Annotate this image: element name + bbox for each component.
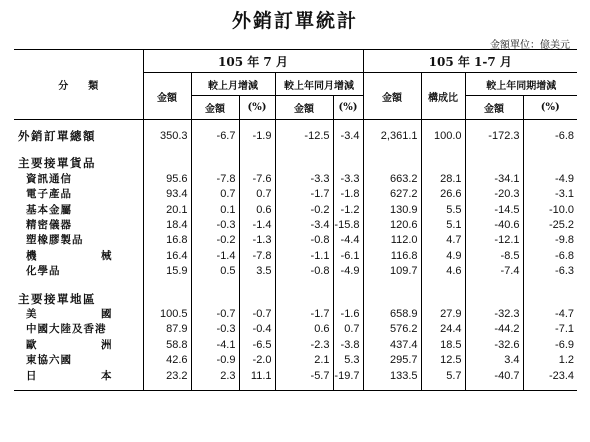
cell: 437.4 — [363, 338, 421, 353]
table-row — [14, 307, 577, 322]
cell: 0.7 — [191, 187, 239, 202]
cell: -1.6 — [333, 307, 363, 322]
cell: -1.4 — [191, 249, 239, 264]
cell: -1.4 — [239, 218, 275, 233]
cell: 20.1 — [143, 203, 191, 218]
cell: 0.7 — [333, 322, 363, 337]
table-row — [14, 218, 577, 233]
row-label: 機械 — [14, 249, 143, 264]
cell: -7.4 — [465, 264, 523, 279]
table-row — [14, 338, 577, 353]
row-label: 外銷訂單總額 — [14, 129, 143, 144]
cell: 627.2 — [363, 187, 421, 202]
cell: 112.0 — [363, 233, 421, 248]
section-heading: 主要接單地區 — [14, 292, 143, 307]
cell: -34.1 — [465, 172, 523, 187]
table-row — [14, 369, 577, 384]
cell: -40.7 — [465, 369, 523, 384]
region-rows — [14, 307, 577, 384]
header-yoy-cum-amount: 金額 — [465, 96, 523, 120]
cell: -172.3 — [465, 129, 523, 144]
header-yoy-cum: 較上年同期增減 — [465, 73, 577, 96]
cell: -9.8 — [555, 234, 575, 247]
header-mom-pct: (%) — [239, 96, 275, 120]
cell: 663.2 — [363, 172, 421, 187]
header-amount-cum: 金額 — [363, 73, 421, 120]
table-row — [14, 172, 577, 187]
cell: -44.2 — [465, 322, 523, 337]
cell: -1.7 — [275, 187, 333, 202]
cell: -0.7 — [239, 307, 275, 322]
cell: -3.1 — [555, 188, 575, 201]
cell: 3.5 — [239, 264, 275, 279]
unit-note: 金額單位：億美元 — [490, 40, 570, 51]
cell: -1.1 — [275, 249, 333, 264]
cell: -1.2 — [333, 203, 363, 218]
cell: -6.7 — [191, 129, 239, 144]
cell: -3.8 — [333, 338, 363, 353]
section-heading-goods — [14, 156, 577, 171]
cell: 23.2 — [143, 369, 191, 384]
cell: -3.3 — [333, 172, 363, 187]
cell: 12.5 — [421, 353, 465, 368]
cell: -7.1 — [555, 323, 575, 336]
header-yoy: 較上年同月增減 — [275, 73, 363, 96]
row-label: 化學品 — [14, 264, 143, 279]
cell: 58.8 — [143, 338, 191, 353]
cell: 0.6 — [239, 203, 275, 218]
cell: 5.3 — [333, 353, 363, 368]
row-label: 塑橡膠製品 — [14, 233, 143, 248]
cell: -1.8 — [333, 187, 363, 202]
header-period-cumulative: 105 年 1-7 月 — [363, 50, 577, 73]
cell: 27.9 — [421, 307, 465, 322]
cell: 16.4 — [143, 249, 191, 264]
cell: 3.4 — [465, 353, 523, 368]
cell: 109.7 — [363, 264, 421, 279]
export-orders-table — [14, 49, 577, 391]
cell: 4.9 — [421, 249, 465, 264]
cell: 0.1 — [191, 203, 239, 218]
cell: -4.1 — [191, 338, 239, 353]
table-row — [14, 353, 577, 368]
cell: 18.4 — [143, 218, 191, 233]
header-mom-amount: 金額 — [191, 96, 239, 120]
row-label: 基本金屬 — [14, 203, 143, 218]
cell: 2.1 — [275, 353, 333, 368]
page-title: 外銷訂單統計 — [231, 10, 358, 32]
header-period-month: 105 年 7 月 — [143, 50, 363, 73]
cell: -4.7 — [555, 308, 575, 321]
cell: -12.5 — [275, 129, 333, 144]
cell: -6.1 — [333, 249, 363, 264]
cell: -0.2 — [191, 233, 239, 248]
cell: -0.3 — [191, 218, 239, 233]
cell: 1.2 — [558, 354, 575, 367]
cell: -4.4 — [333, 233, 363, 248]
cell: -0.2 — [275, 203, 333, 218]
row-label: 精密儀器 — [14, 218, 143, 233]
cell: -7.8 — [191, 172, 239, 187]
cell: -0.7 — [191, 307, 239, 322]
table-row-total — [14, 129, 577, 144]
row-label: 日本 — [14, 369, 143, 384]
cell: -20.3 — [465, 187, 523, 202]
cell: -7.8 — [239, 249, 275, 264]
cell: -8.5 — [465, 249, 523, 264]
cell: 130.9 — [363, 203, 421, 218]
cell: 4.6 — [421, 264, 465, 279]
cell: -25.2 — [548, 219, 575, 232]
cell: 87.9 — [143, 322, 191, 337]
cell: -1.9 — [239, 129, 275, 144]
row-label: 歐洲 — [14, 338, 143, 353]
cell: -4.9 — [333, 264, 363, 279]
header-yoy-pct: (%) — [333, 96, 363, 120]
table-row — [14, 203, 577, 218]
cell: 100.5 — [143, 307, 191, 322]
table-row — [14, 249, 577, 264]
cell: 100.0 — [421, 129, 465, 144]
cell: -0.9 — [191, 353, 239, 368]
cell: -5.7 — [275, 369, 333, 384]
cell: -6.9 — [555, 338, 575, 351]
header-yoy-cum-pct: (%) — [540, 102, 560, 113]
cell: -6.8 — [555, 130, 575, 142]
cell: -15.8 — [333, 218, 363, 233]
cell: -6.5 — [239, 338, 275, 353]
section-heading-regions — [14, 292, 577, 307]
cell: 42.6 — [143, 353, 191, 368]
header-mom: 較上月增減 — [191, 73, 275, 96]
cell: 5.7 — [421, 369, 465, 384]
cell: 350.3 — [143, 129, 191, 144]
goods-rows — [14, 172, 577, 280]
header-ratio: 構成比 — [421, 73, 465, 120]
header-yoy-amount: 金額 — [275, 96, 333, 120]
cell: -12.1 — [465, 233, 523, 248]
cell: -2.3 — [275, 338, 333, 353]
cell: 4.7 — [421, 233, 465, 248]
cell: -32.6 — [465, 338, 523, 353]
cell: 93.4 — [143, 187, 191, 202]
cell: -1.7 — [275, 307, 333, 322]
table-body — [14, 120, 577, 172]
cell: -19.7 — [333, 369, 363, 384]
cell: 11.1 — [239, 369, 275, 384]
cell: 116.8 — [363, 249, 421, 264]
cell: -40.6 — [465, 218, 523, 233]
cell: 95.6 — [143, 172, 191, 187]
table-row — [14, 233, 577, 248]
cell: 0.7 — [239, 187, 275, 202]
cell: -1.3 — [239, 233, 275, 248]
cell: 24.4 — [421, 322, 465, 337]
cell: -14.5 — [465, 203, 523, 218]
cell: 2.3 — [191, 369, 239, 384]
cell: 120.6 — [363, 218, 421, 233]
cell: -7.6 — [239, 172, 275, 187]
row-label: 中國大陸及香港 — [14, 322, 143, 337]
cell: 26.6 — [421, 187, 465, 202]
cell: 0.5 — [191, 264, 239, 279]
row-label: 資訊通信 — [14, 172, 143, 187]
header-category: 分 類 — [14, 50, 143, 120]
cell: -0.3 — [191, 322, 239, 337]
cell: -0.8 — [275, 233, 333, 248]
cell: 16.8 — [143, 233, 191, 248]
cell: 2,361.1 — [363, 129, 421, 144]
cell: 0.6 — [275, 322, 333, 337]
row-label: 東協六國 — [14, 353, 143, 368]
cell: 576.2 — [363, 322, 421, 337]
cell: 18.5 — [421, 338, 465, 353]
cell: 15.9 — [143, 264, 191, 279]
cell: 658.9 — [363, 307, 421, 322]
cell: -10.0 — [548, 203, 575, 216]
cell: -6.8 — [555, 249, 575, 262]
cell: -3.4 — [333, 129, 363, 144]
cell: -3.3 — [275, 172, 333, 187]
cell: 133.5 — [363, 369, 421, 384]
row-label: 電子產品 — [14, 187, 143, 202]
section-heading: 主要接單貨品 — [14, 156, 143, 171]
cell: 28.1 — [421, 172, 465, 187]
table-row — [14, 264, 577, 279]
table-row — [14, 322, 577, 337]
cell: -23.4 — [548, 369, 575, 382]
cell: -4.9 — [555, 172, 575, 185]
row-label: 美國 — [14, 307, 143, 322]
header-amount: 金額 — [143, 73, 191, 120]
cell: -3.4 — [275, 218, 333, 233]
cell: 295.7 — [363, 353, 421, 368]
cell: -2.0 — [239, 353, 275, 368]
cell: -6.3 — [555, 265, 575, 278]
cell: -0.8 — [275, 264, 333, 279]
cell: -32.3 — [465, 307, 523, 322]
table-row — [14, 187, 577, 202]
cell: 5.1 — [421, 218, 465, 233]
cell: 5.5 — [421, 203, 465, 218]
cell: -0.4 — [239, 322, 275, 337]
